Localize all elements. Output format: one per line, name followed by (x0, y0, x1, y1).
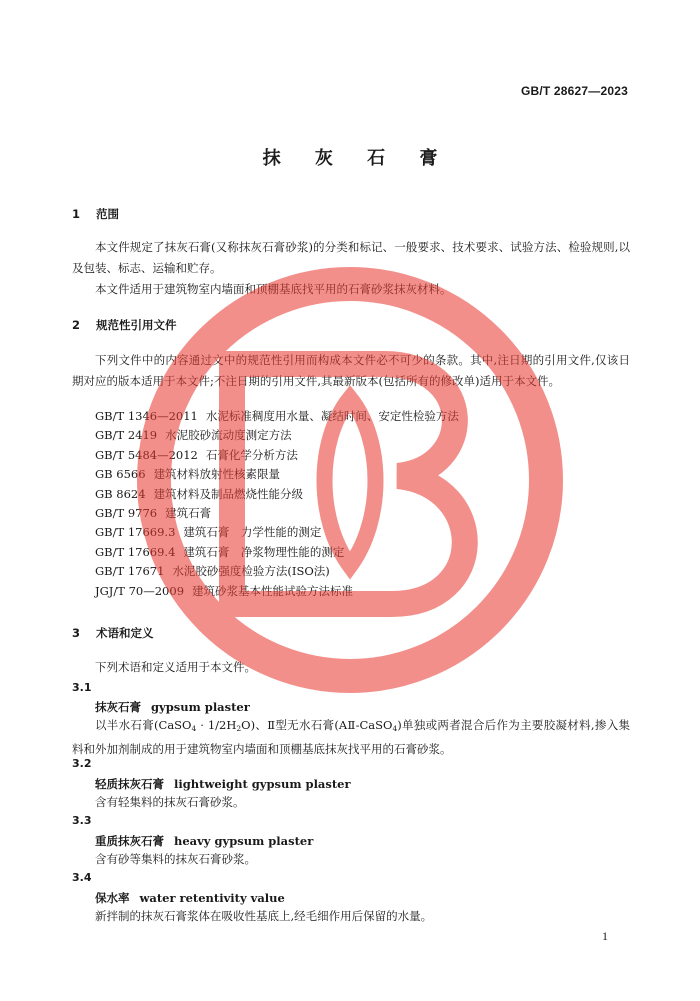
list-item: GB/T 17671 水泥胶砂强度检验方法(ISO法) (95, 564, 330, 579)
term-heading (95, 699, 250, 715)
term-number: 3.2 (72, 757, 92, 770)
list-item: GB 8624 建筑材料及制品燃烧性能分级 (95, 486, 304, 501)
terms-intro: 下列术语和定义适用于本文件。 (95, 660, 256, 674)
term-heading (95, 776, 351, 792)
list-item: GB/T 2419 水泥胶砂流动度测定方法 (95, 428, 292, 443)
term-name-cn: 轻质抹灰石膏 (95, 777, 164, 791)
list-item: GB/T 1346—2011 水泥标准稠度用水量、凝结时间、安定性检验方法 (95, 409, 459, 423)
scope-paragraph-1: 本文件规定了抹灰石膏(又称抹灰石膏砂浆)的分类和标记、一般要求、技术要求、试验方法、检验规则,以及包装、标志、运输和贮存。 (72, 240, 630, 275)
term-name-en: water retentivity value (139, 891, 285, 905)
list-item: GB/T 5484—2012 石膏化学分析方法 (95, 447, 298, 462)
term-definition: 以半水石膏(CaSO$_4$ · $1/2H_2O$)、Ⅱ型无水石膏(AⅡ-CaSO$_4$)单独或两者混合后作为主要胶凝材料,掺入集料和外加剂制成的用于建筑物室内墙面和顶棚基底抹灰找平用的石膏砂浆。 (72, 718, 630, 756)
term-heading (95, 833, 313, 849)
term-number: 3.3 (72, 814, 92, 827)
section-number: 1 (72, 207, 81, 221)
list-item: GB/T 17669.3 建筑石膏 力学性能的测定 (95, 525, 322, 540)
term-number: 3.4 (72, 871, 92, 884)
list-item: GB 6566 建筑材料放射性核素限量 (95, 467, 281, 482)
list-item: JGJ/T 70—2009 建筑砂浆基本性能试验方法标准 (95, 583, 354, 598)
term-name-en: lightweight gypsum plaster (174, 777, 351, 791)
section-heading-scope (72, 206, 119, 222)
standard-number: GB/T 28627—2023 (520, 84, 628, 98)
section-number: 3 (72, 626, 81, 640)
section-heading-terms (72, 625, 154, 641)
reference-list (95, 407, 459, 601)
section-heading-normative (72, 317, 177, 333)
term-definition: 新拌制的抹灰石膏浆体在吸收性基底上,经毛细作用后保留的水量。 (95, 909, 433, 923)
term-name-en: gypsum plaster (151, 700, 250, 714)
section-title: 规范性引用文件 (96, 318, 177, 332)
section-number: 2 (72, 318, 81, 332)
list-item: GB/T 17669.4 建筑石膏 净浆物理性能的测定 (95, 544, 345, 559)
term-definition: 含有轻集料的抹灰石膏砂浆。 (95, 795, 245, 809)
normative-intro: 下列文件中的内容通过文中的规范性引用而构成本文件必不可少的条款。其中,注日期的引用文件,仅该日期对应的版本适用于本文件;不注日期的引用文件,其最新版本(包括所有的修改单)适用于本文件。 (72, 353, 630, 388)
section-title: 范围 (96, 207, 120, 221)
section-title: 术语和定义 (96, 626, 154, 640)
term-name-en: heavy gypsum plaster (174, 834, 314, 848)
term-name-cn: 重质抹灰石膏 (95, 834, 164, 848)
document-title: 抹 灰 石 膏 (262, 148, 452, 169)
term-number: 3.1 (72, 681, 92, 694)
list-item: GB/T 9776 建筑石膏 (95, 506, 212, 521)
term-heading (95, 890, 285, 906)
term-definition: 含有砂等集料的抹灰石膏砂浆。 (95, 852, 256, 866)
scope-paragraph-2: 本文件适用于建筑物室内墙面和顶棚基底找平用的石膏砂浆抹灰材料。 (95, 282, 452, 296)
term-name-cn: 保水率 (95, 891, 130, 905)
page-number: 1 (602, 929, 608, 943)
term-name-cn: 抹灰石膏 (95, 700, 141, 714)
